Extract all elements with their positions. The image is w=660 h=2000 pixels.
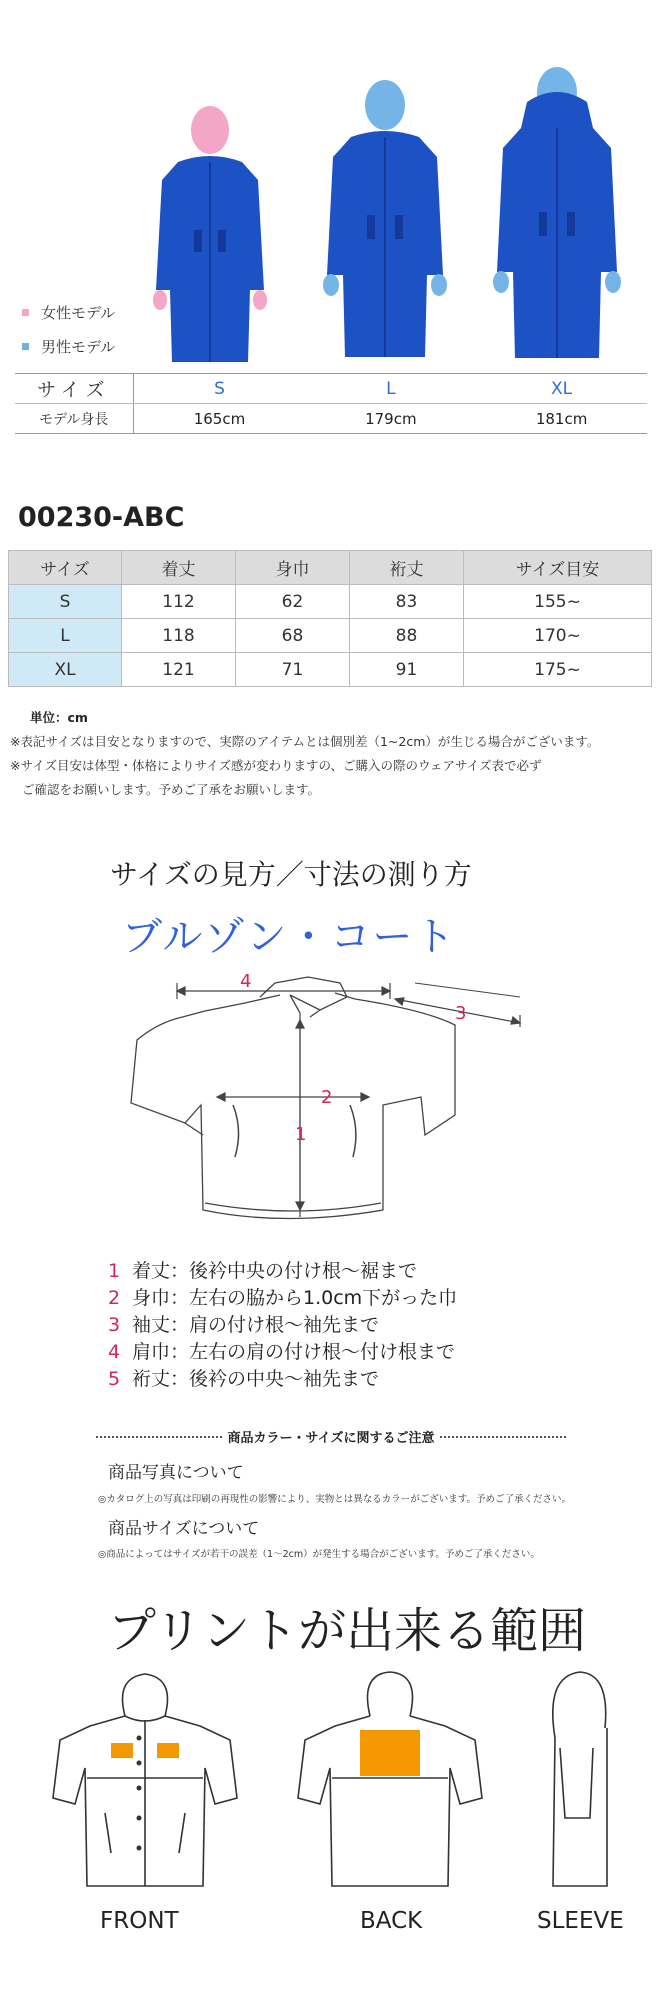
model-size-row: [15, 374, 647, 404]
legend-male-label: 男性モデル: [41, 338, 116, 356]
print-area-title: プリントが出来る範囲: [108, 1603, 587, 1659]
view-label-front: FRONT: [100, 1908, 179, 1934]
caution-title-text: 商品カラー・サイズに関するご注意: [227, 1431, 435, 1446]
legend-male-swatch: [22, 343, 29, 350]
size-chart-header: [9, 551, 652, 585]
measure-text: 身巾：左右の脇から1.0cm下がった巾: [132, 1287, 458, 1309]
view-label-back: BACK: [360, 1908, 423, 1934]
size-heading: 商品サイズについて: [108, 1519, 260, 1539]
diagram-number-4: 4: [240, 971, 252, 992]
row-guide: 155~: [464, 585, 652, 619]
male-model-figure-xl: [487, 62, 627, 367]
row-guide: 175~: [464, 653, 652, 687]
legend-female: [22, 302, 115, 323]
row-size: XL: [9, 653, 122, 687]
row-guide: 170~: [464, 619, 652, 653]
legend-female-label: 女性モデル: [41, 304, 116, 322]
model-height-s: 165cm: [133, 404, 305, 434]
table-row: [9, 653, 652, 687]
row-length: 118: [122, 619, 236, 653]
size-note: ◎商品によってはサイズが若干の誤差（1～2cm）が発生する場合がございます。予めご了承ください。: [98, 1549, 540, 1560]
measure-num: 5: [108, 1368, 121, 1390]
list-item: [108, 1364, 457, 1391]
list-item: [108, 1256, 457, 1283]
model-size-xl: XL: [476, 374, 647, 404]
header-width: 身巾: [236, 551, 350, 585]
measure-text: 裄丈：後衿の中央～袖先まで: [132, 1368, 380, 1390]
divider: [96, 1436, 222, 1438]
divider: [440, 1436, 566, 1438]
note-3-text: ご確認をお願いします。予めご了承をお願いします。: [22, 782, 321, 797]
header-sleeve: 裄丈: [350, 551, 464, 585]
female-model-figure: [140, 100, 280, 365]
view-label-sleeve: SLEEVE: [537, 1908, 624, 1934]
male-model-head: [365, 80, 405, 130]
front-print-zone-left: [111, 1743, 133, 1758]
model-size-s: S: [133, 374, 305, 404]
product-code: 00230-ABC: [18, 502, 185, 533]
measure-num: 2: [108, 1287, 121, 1309]
row-length: 121: [122, 653, 236, 687]
note-2: [10, 756, 541, 774]
diagram-number-3: 3: [455, 1003, 467, 1024]
row-sleeve: 88: [350, 619, 464, 653]
diagram-number-1: 1: [295, 1124, 307, 1145]
model-size-l: L: [305, 374, 476, 404]
table-row: [9, 619, 652, 653]
coat-measure-diagram: [125, 955, 545, 1235]
diagram-number-2: 2: [321, 1087, 333, 1108]
measure-num: 1: [108, 1260, 121, 1282]
model-size-table: [15, 373, 647, 434]
measure-text: 肩巾：左右の肩の付け根～付け根まで: [132, 1341, 456, 1363]
list-item: [108, 1310, 457, 1337]
model-height-xl: 181cm: [476, 404, 647, 434]
list-item: [108, 1283, 457, 1310]
row-width: 68: [236, 619, 350, 653]
measure-num: 3: [108, 1314, 121, 1336]
legend-male: [22, 336, 115, 357]
note-3: [22, 780, 320, 798]
table-row: [9, 585, 652, 619]
photo-heading: 商品写真について: [108, 1463, 244, 1483]
female-model-head: [191, 106, 229, 154]
legend-female-swatch: [22, 309, 29, 316]
note-1: [10, 732, 599, 750]
male-model-figure-l: [315, 75, 455, 365]
model-height-row: [15, 404, 647, 434]
print-sleeve-diagram: [535, 1668, 625, 1898]
size-chart-table: [8, 550, 652, 687]
note-2-text: ※サイズ目安は体型・体格によりサイズ感が変わりますの、ご購入の際のウェアサイズ表で必ず: [10, 758, 542, 773]
row-width: 62: [236, 585, 350, 619]
row-size: L: [9, 619, 122, 653]
measure-list: [108, 1256, 457, 1391]
model-height-label: モデル身長: [15, 404, 133, 434]
print-back-diagram: [290, 1668, 490, 1898]
measure-text: 袖丈：肩の付け根～袖先まで: [132, 1314, 380, 1336]
row-length: 112: [122, 585, 236, 619]
photo-note: ◎カタログ上の写真は印刷の再現性の影響により、実物とは異なるカラーがございます。予めご了承ください。: [98, 1494, 572, 1505]
measure-text: 着丈：後衿中央の付け根～裾まで: [132, 1260, 418, 1282]
model-height-l: 179cm: [305, 404, 476, 434]
model-size-label: サイズ: [15, 374, 133, 404]
back-print-zone: [360, 1730, 420, 1776]
header-length: 着丈: [122, 551, 236, 585]
front-print-zone-right: [157, 1743, 179, 1758]
row-sleeve: 91: [350, 653, 464, 687]
unit-label: 単位：cm: [30, 710, 88, 725]
guide-title: サイズの見方／寸法の測り方: [110, 858, 472, 891]
header-guide: サイズ目安: [464, 551, 652, 585]
header-size: サイズ: [9, 551, 122, 585]
caution-title: [96, 1427, 566, 1446]
row-size: S: [9, 585, 122, 619]
guide-kind: ブルゾン・コート: [122, 914, 457, 960]
row-sleeve: 83: [350, 585, 464, 619]
row-width: 71: [236, 653, 350, 687]
list-item: [108, 1337, 457, 1364]
print-front-diagram: [45, 1668, 245, 1898]
measure-num: 4: [108, 1341, 121, 1363]
note-1-text: ※表記サイズは目安となりますので、実際のアイテムとは個別差（1~2cm）が生じる場合がございます。: [10, 734, 600, 749]
